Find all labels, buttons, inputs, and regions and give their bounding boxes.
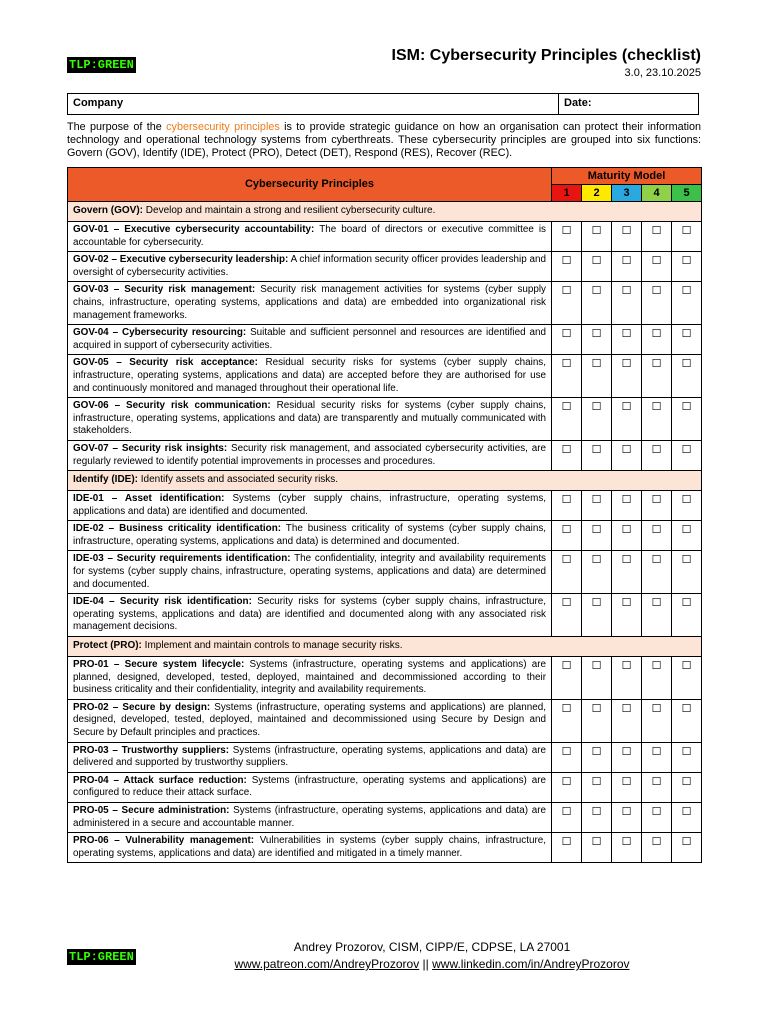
maturity-checkbox-4[interactable]: ☐ [642,491,672,521]
intro-text-before: The purpose of the [67,121,167,133]
maturity-checkbox-2[interactable]: ☐ [582,742,612,772]
maturity-level-3: 3 [612,185,642,202]
footer-links [0,957,768,971]
maturity-checkbox-3[interactable]: ☐ [612,222,642,252]
maturity-checkbox-5[interactable]: ☐ [672,833,702,863]
maturity-checkbox-5[interactable]: ☐ [672,222,702,252]
maturity-checkbox-1[interactable]: ☐ [552,282,582,325]
principle-id: PRO-02 – Secure by design: [73,701,211,713]
maturity-checkbox-5[interactable]: ☐ [672,398,702,441]
maturity-checkbox-5[interactable]: ☐ [672,491,702,521]
principle-text: Residual security risks for systems (cyber supply chains, infrastructure, operating systems, applications and data) are transparently and mutually communicated with stakeholders. [73,400,546,437]
principle-id: GOV-06 – Security risk communication: [73,400,271,412]
maturity-checkbox-4[interactable]: ☐ [642,282,672,325]
principle-row [68,325,702,355]
header-principles: Cybersecurity Principles [68,168,552,202]
principle-id: GOV-07 – Security risk insights: [73,442,228,454]
maturity-checkbox-2[interactable]: ☐ [582,282,612,325]
maturity-checkbox-5[interactable]: ☐ [672,282,702,325]
principle-text: The board of directors or executive committee is accountable for cybersecurity. [73,224,546,248]
maturity-checkbox-4[interactable]: ☐ [642,594,672,637]
maturity-checkbox-1[interactable]: ☐ [552,521,582,551]
maturity-checkbox-3[interactable]: ☐ [612,252,642,282]
maturity-checkbox-5[interactable]: ☐ [672,594,702,637]
maturity-checkbox-4[interactable]: ☐ [642,325,672,355]
principle-id: GOV-04 – Cybersecurity resourcing: [73,327,247,339]
principle-text: Security risk management activities for systems (cyber supply chains, infrastructure, operating systems, applications and data) are embedded into organizational risk management frameworks. [73,284,546,321]
maturity-checkbox-1[interactable]: ☐ [552,440,582,470]
maturity-checkbox-5[interactable]: ☐ [672,355,702,398]
maturity-checkbox-5[interactable]: ☐ [672,657,702,700]
maturity-checkbox-1[interactable]: ☐ [552,551,582,594]
principle-description [68,772,552,802]
principle-text: Systems (infrastructure, operating systems and applications) are configured to reduce their attack surface. [73,774,546,799]
maturity-checkbox-2[interactable]: ☐ [582,772,612,802]
principle-row [68,551,702,594]
principle-id: PRO-05 – Secure administration: [73,804,230,816]
principle-description [68,398,552,441]
principle-id: IDE-04 – Security risk identification: [73,596,252,608]
section-row [68,202,702,222]
maturity-checkbox-3[interactable]: ☐ [612,282,642,325]
maturity-checkbox-5[interactable]: ☐ [672,551,702,594]
maturity-checkbox-3[interactable]: ☐ [612,551,642,594]
section-header [68,637,702,657]
principle-text: Systems (infrastructure, operating systems, applications and data) are administered in a secure and accountable manner. [73,804,547,829]
maturity-checkbox-3[interactable]: ☐ [612,355,642,398]
maturity-checkbox-1[interactable]: ☐ [552,772,582,802]
principle-id: PRO-03 – Trustworthy suppliers: [73,744,230,756]
principle-description [68,491,552,521]
maturity-checkbox-4[interactable]: ☐ [642,398,672,441]
principle-text: The confidentiality, integrity and availability requirements for systems (cyber supply chains, infrastructure, operating systems, applications and data) are determined and documented. [73,553,546,590]
maturity-checkbox-2[interactable]: ☐ [582,657,612,700]
date-field[interactable]: Date: [564,97,592,109]
principle-description [68,657,552,700]
principle-row [68,742,702,772]
principle-description [68,252,552,282]
maturity-checkbox-2[interactable]: ☐ [582,491,612,521]
company-date-row [67,93,699,115]
principle-id: IDE-02 – Business criticality identification: [73,523,282,535]
maturity-checkbox-3[interactable]: ☐ [612,325,642,355]
intro-text-after: is to provide strategic guidance on how an organisation can protect their information technology and operational technology systems from cyberthreats. These cybersecurity principles are grouped into six functions: Govern (GOV), Identify (IDE), Protect (PRO), Detect (DET), Respond (RES), Recover (REC). [67,121,701,159]
principle-id: GOV-02 – Executive cybersecurity leadership: [73,254,289,266]
maturity-checkbox-1[interactable]: ☐ [552,398,582,441]
header-maturity-model: Maturity Model [552,168,702,185]
section-row [68,471,702,491]
maturity-checkbox-3[interactable]: ☐ [612,440,642,470]
maturity-checkbox-1[interactable]: ☐ [552,833,582,863]
principle-row [68,521,702,551]
maturity-checkbox-2[interactable]: ☐ [582,222,612,252]
principle-row [68,802,702,832]
maturity-checkbox-5[interactable]: ☐ [672,742,702,772]
footer-separator: || [419,957,433,971]
principle-description [68,521,552,551]
maturity-checkbox-5[interactable]: ☐ [672,772,702,802]
principle-description [68,742,552,772]
principle-text: Systems (infrastructure, operating systems, applications and data) are delivered and supported by trustworthy suppliers. [73,744,546,769]
maturity-checkbox-2[interactable]: ☐ [582,594,612,637]
principle-description [68,699,552,742]
principle-row [68,594,702,637]
maturity-checkbox-5[interactable]: ☐ [672,521,702,551]
maturity-checkbox-3[interactable]: ☐ [612,398,642,441]
company-field[interactable]: Company [68,94,559,114]
maturity-checkbox-2[interactable]: ☐ [582,440,612,470]
intro-highlight: cybersecurity principles [166,121,280,133]
principle-row [68,833,702,863]
maturity-checkbox-1[interactable]: ☐ [552,594,582,637]
linkedin-link[interactable]: www.linkedin.com/in/AndreyProzorov [432,957,630,971]
tlp-label-top: TLP:GREEN [69,58,134,72]
maturity-checkbox-2[interactable]: ☐ [582,833,612,863]
principle-id: GOV-05 – Security risk acceptance: [73,357,258,369]
maturity-checkbox-3[interactable]: ☐ [612,657,642,700]
principle-row [68,440,702,470]
principle-description [68,440,552,470]
principle-description [68,222,552,252]
section-row [68,637,702,657]
principle-id: PRO-06 – Vulnerability management: [73,835,255,847]
maturity-level-4: 4 [642,185,672,202]
principle-text: Security risks for systems (cyber supply chains, infrastructure, operating systems, applications and data) are identified and documented along with any associated risk management decisions. [73,596,546,633]
maturity-checkbox-1[interactable]: ☐ [552,325,582,355]
maturity-checkbox-4[interactable]: ☐ [642,802,672,832]
maturity-checkbox-1[interactable]: ☐ [552,699,582,742]
principle-row [68,491,702,521]
maturity-checkbox-2[interactable]: ☐ [582,521,612,551]
section-description: Develop and maintain a strong and resilient cybersecurity culture. [143,205,436,217]
intro-paragraph [67,121,701,160]
maturity-checkbox-4[interactable]: ☐ [642,833,672,863]
principle-row [68,355,702,398]
maturity-checkbox-3[interactable]: ☐ [612,491,642,521]
principle-text: Suitable and sufficient personnel and resources are identified and acquired in support of cybersecurity activities. [73,327,546,351]
document-version: 3.0, 23.10.2025 [624,67,701,79]
maturity-checkbox-1[interactable]: ☐ [552,355,582,398]
section-description: Implement and maintain controls to manage security risks. [141,640,403,652]
principle-text: Systems (infrastructure, operating systems and applications) are planned, designed, developed, tested, deployed, maintained and decommissioned using Secure by Design and Secure by Default principles and practices. [73,701,547,738]
maturity-level-1: 1 [552,185,582,202]
principle-description [68,325,552,355]
principle-id: IDE-03 – Security requirements identification: [73,553,291,565]
patreon-link[interactable]: www.patreon.com/AndreyProzorov [234,957,420,971]
footer-author: Andrey Prozorov, CISM, CIPP/E, CDPSE, LA 27001 [293,940,571,954]
principle-description [68,282,552,325]
section-name: Identify (IDE): [73,474,138,486]
principle-id: IDE-01 – Asset identification: [73,493,225,505]
principle-id: GOV-01 – Executive cybersecurity accountability: [73,224,315,235]
maturity-level-5: 5 [672,185,702,202]
principle-description [68,551,552,594]
principle-description [68,594,552,637]
tlp-label-bottom: TLP:GREEN [69,950,134,964]
principle-text: A chief information security officer provides leadership and oversight of cybersecurity activities. [73,254,546,278]
principle-description [68,802,552,832]
maturity-checkbox-3[interactable]: ☐ [612,742,642,772]
maturity-checkbox-2[interactable]: ☐ [582,802,612,832]
section-header [68,471,702,491]
principle-text: Systems (cyber supply chains, infrastructure, operating systems, applications and data) are identified and documented. [73,493,546,517]
principle-description [68,355,552,398]
maturity-level-2: 2 [582,185,612,202]
principle-row [68,252,702,282]
maturity-checkbox-4[interactable]: ☐ [642,252,672,282]
principle-description [68,833,552,863]
maturity-checkbox-4[interactable]: ☐ [642,699,672,742]
maturity-checkbox-3[interactable]: ☐ [612,802,642,832]
maturity-checkbox-2[interactable]: ☐ [582,325,612,355]
maturity-checkbox-1[interactable]: ☐ [552,742,582,772]
maturity-checkbox-2[interactable]: ☐ [582,551,612,594]
maturity-checkbox-4[interactable]: ☐ [642,222,672,252]
principle-row [68,772,702,802]
maturity-checkbox-5[interactable]: ☐ [672,325,702,355]
maturity-checkbox-4[interactable]: ☐ [642,521,672,551]
principle-text: The business criticality of systems (cyber supply chains, infrastructure, operating systems, applications and data) is determined and documented. [73,523,546,547]
maturity-checkbox-5[interactable]: ☐ [672,802,702,832]
section-name: Govern (GOV): [73,205,144,217]
maturity-checkbox-1[interactable]: ☐ [552,657,582,700]
principles-body [68,202,702,863]
principle-row [68,282,702,325]
maturity-checkbox-3[interactable]: ☐ [612,521,642,551]
maturity-checkbox-2[interactable]: ☐ [582,398,612,441]
section-description: Identify assets and associated security risks. [138,474,339,486]
maturity-checkbox-1[interactable]: ☐ [552,252,582,282]
maturity-checkbox-5[interactable]: ☐ [672,699,702,742]
principle-text: Security risk management, and associated cybersecurity activities, are regularly reviewed to identify potential improvements in processes and procedures. [73,442,546,467]
maturity-checkbox-4[interactable]: ☐ [642,742,672,772]
maturity-checkbox-3[interactable]: ☐ [612,594,642,637]
principle-text: Residual security risks for systems (cyber supply chains, infrastructure, operating systems, applications and data) are accepted before they are authorised for use and continuously monitored and managed throughout their operational life. [73,357,546,394]
principle-text: Vulnerabilities in systems (cyber supply chains, infrastructure, operating systems, applications and data) are identified and mitigated in a timely manner. [73,835,546,859]
maturity-checkbox-4[interactable]: ☐ [642,551,672,594]
maturity-checkbox-1[interactable]: ☐ [552,802,582,832]
principle-row [68,699,702,742]
maturity-checkbox-3[interactable]: ☐ [612,699,642,742]
document-title: ISM: Cybersecurity Principles (checklist) [391,47,701,64]
maturity-checkbox-1[interactable]: ☐ [552,222,582,252]
principle-row [68,398,702,441]
section-name: Protect (PRO): [73,640,142,652]
principle-id: GOV-03 – Security risk management: [73,284,256,296]
maturity-checkbox-2[interactable]: ☐ [582,355,612,398]
maturity-checkbox-4[interactable]: ☐ [642,440,672,470]
principle-row [68,222,702,252]
principle-id: PRO-04 – Attack surface reduction: [73,774,247,786]
section-header [68,202,702,222]
maturity-checkbox-4[interactable]: ☐ [642,772,672,802]
maturity-checkbox-5[interactable]: ☐ [672,440,702,470]
principle-id: PRO-01 – Secure system lifecycle: [73,659,245,671]
maturity-checkbox-5[interactable]: ☐ [672,252,702,282]
maturity-checkbox-3[interactable]: ☐ [612,833,642,863]
maturity-checkbox-4[interactable]: ☐ [642,657,672,700]
principle-row [68,657,702,700]
maturity-checkbox-4[interactable]: ☐ [642,355,672,398]
principles-table [67,167,702,863]
maturity-checkbox-2[interactable]: ☐ [582,699,612,742]
maturity-checkbox-1[interactable]: ☐ [552,491,582,521]
maturity-checkbox-3[interactable]: ☐ [612,772,642,802]
principle-text: Systems (infrastructure, operating systems and applications) are planned, designed, developed, tested, deployed, maintained and decommissioned according to their business criticality and their confidentiality, integrity and availability requirements. [73,659,546,696]
maturity-checkbox-2[interactable]: ☐ [582,252,612,282]
